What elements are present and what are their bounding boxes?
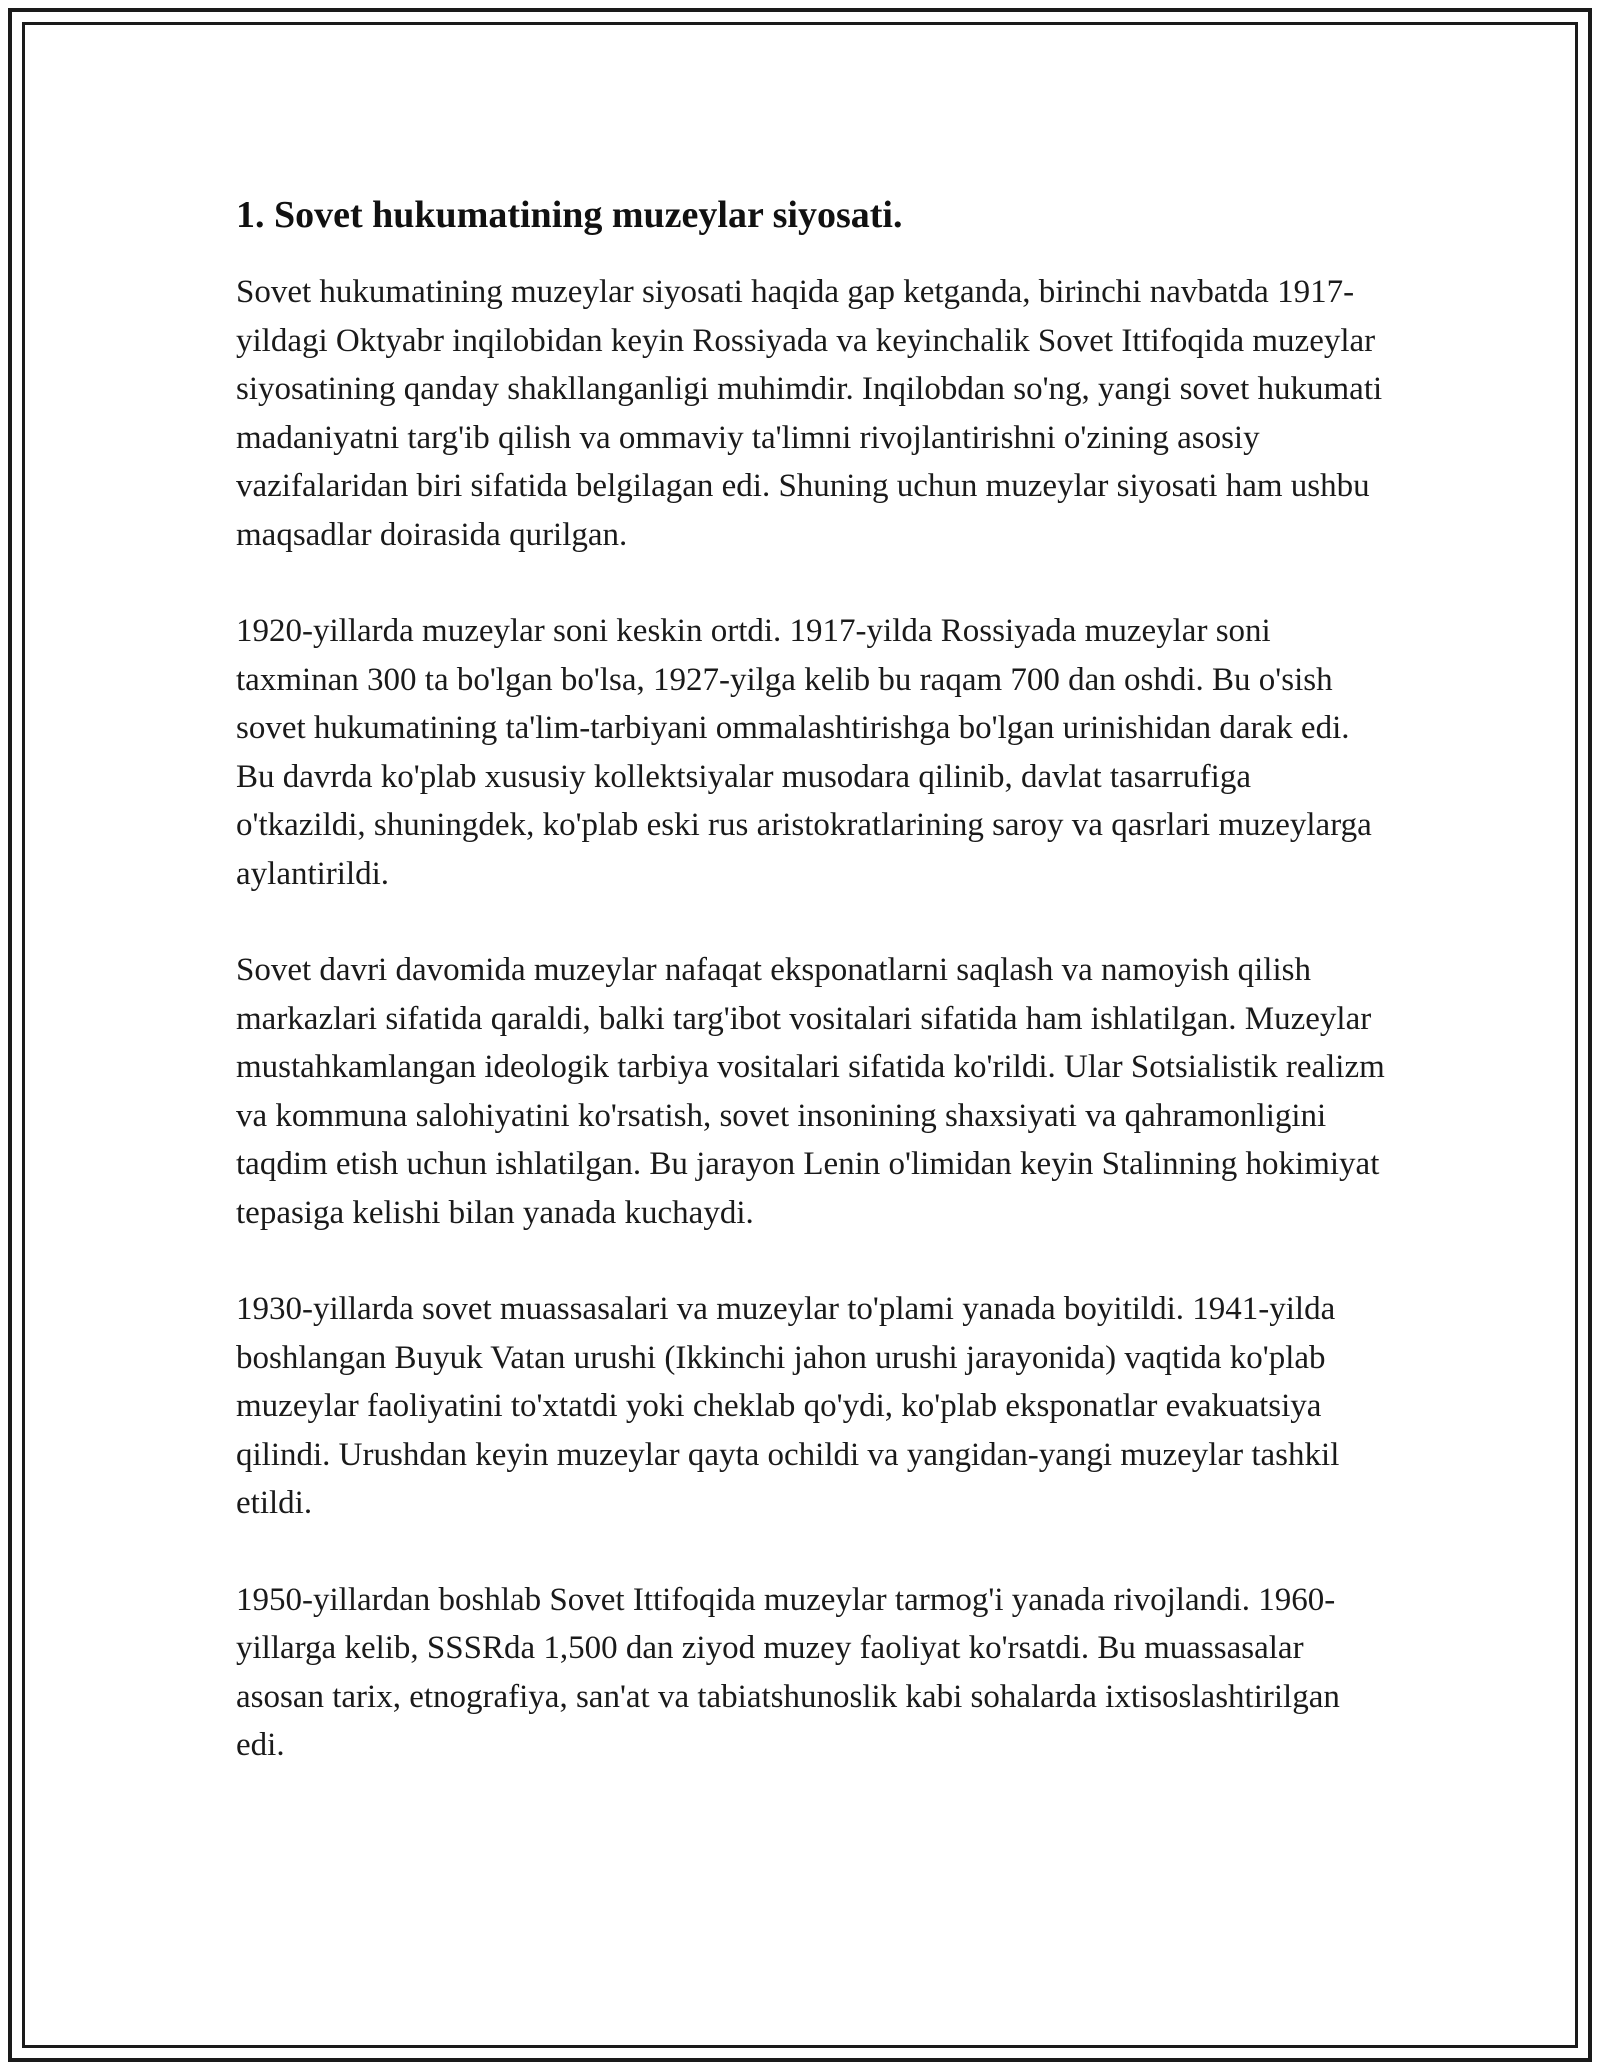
document-body [236, 190, 1386, 1818]
paragraph-2: 1920-yillarda muzeylar soni keskin ortdi. 1917-yilda Rossiyada muzeylar soni taxminan 300 ta bo'lgan bo'lsa, 1927-yilga kelib bu raqam 700 dan oshdi. Bu o'sish sovet hukumatining ta'lim-tarbiyani ommalashtirishga bo'lgan urinishidan darak edi. Bu davrda ko'plab xususiy kollektsiyalar musodara qilinib, davlat tasarrufiga o'tkazildi, shuningdek, ko'plab eski rus aristokratlarining saroy va qasrlari muzeylarga aylantirildi. [236, 613, 1372, 892]
paragraph-3: Sovet davri davomida muzeylar nafaqat eksponatlarni saqlash va namoyish qilish markazlari sifatida qaraldi, balki targ'ibot vositalari sifatida ham ishlatilgan. Muzeylar mustahkamlangan ideologik tarbiya vositalari sifatida ko'rildi. Ular Sotsialistik realizm va kommuna salohiyatini ko'rsatish, sovet insonining shaxsiyati va qahramonligini taqdim etish uchun ishlatilgan. Bu jarayon Lenin o'limidan keyin Stalinning hokimiyat tepasiga kelishi bilan yanada kuchaydi. [236, 952, 1385, 1231]
paragraph-5: 1950-yillardan boshlab Sovet Ittifoqida muzeylar tarmog'i yanada rivojlandi. 1960-yillarga kelib, SSSRda 1,500 dan ziyod muzey faoliyat ko'rsatdi. Bu muassasalar asosan tarix, etnografiya, san'at va tabiatshunoslik kabi sohalarda ixtisoslashtirilgan edi. [236, 1581, 1340, 1763]
section-heading: 1. Sovet hukumatining muzeylar siyosati. [236, 194, 903, 236]
paragraph-1: Sovet hukumatining muzeylar siyosati haqida gap ketganda, birinchi navbatda 1917-yildagi Oktyabr inqilobidan keyin Rossiyada va keyinchalik Sovet Ittifoqida muzeylar siyosatining qanday shakllanganligi muhimdir. Inqilobdan so'ng, yangi sovet hukumati madaniyatni targ'ib qilish va ommaviy ta'limni rivojlantirishni o'zining asosiy vazifalaridan biri sifatida belgilagan edi. Shuning uchun muzeylar siyosati ham ushbu maqsadlar doirasida qurilgan. [236, 274, 1383, 553]
paragraph-4: 1930-yillarda sovet muassasalari va muzeylar to'plami yanada boyitildi. 1941-yilda boshlangan Buyuk Vatan urushi (Ikkinchi jahon urushi jarayonida) vaqtida ko'plab muzeylar faoliyatini to'xtatdi yoki cheklab qo'ydi, ko'plab eksponatlar evakuatsiya qilindi. Urushdan keyin muzeylar qayta ochildi va yangidan-yangi muzeylar tashkil etildi. [236, 1291, 1340, 1521]
